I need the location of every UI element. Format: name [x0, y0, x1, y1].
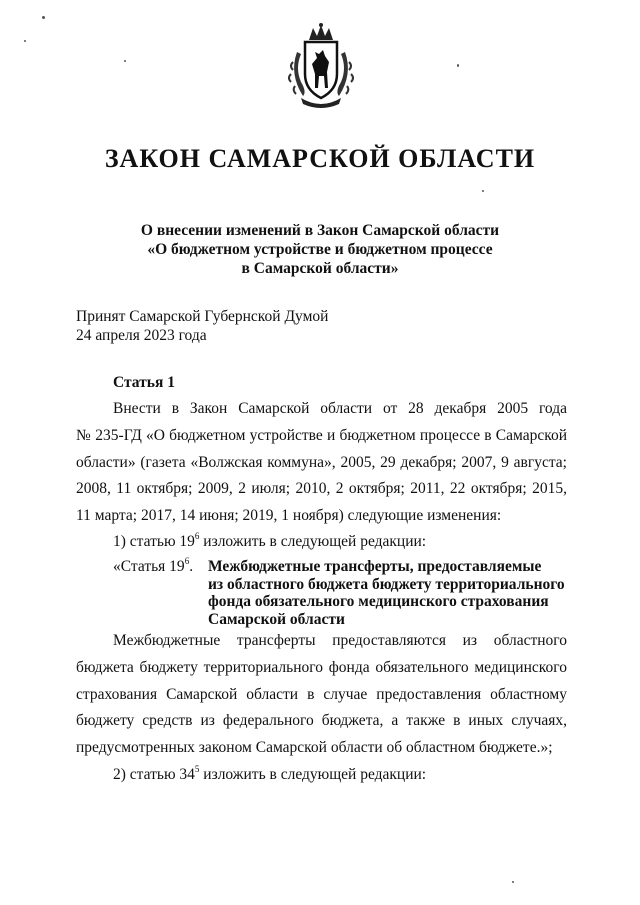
- coat-of-arms-emblem: [285, 22, 357, 108]
- item-text: 2) статью 34: [113, 766, 195, 783]
- paragraph-line: бюджета бюджету территориального фонда обязательного медицинского: [76, 658, 567, 676]
- scan-speck: [457, 64, 459, 67]
- title-line: из областного бюджета бюджету территориального: [208, 575, 565, 593]
- item-text: изложить в следующей редакции:: [199, 533, 427, 550]
- scan-speck: [24, 40, 26, 42]
- article-19-body: [76, 628, 567, 762]
- paragraph-line: № 235-ГД «О бюджетном устройстве и бюджетном процессе в Самарской: [76, 426, 567, 444]
- label-superscript: 6: [184, 555, 190, 566]
- amendment-item-2: [113, 763, 427, 784]
- paragraph-line: области» (газета «Волжская коммуна», 2005, 29 декабря; 2007, 9 августа;: [76, 453, 567, 471]
- adoption-info: [76, 307, 328, 345]
- subtitle-line: в Самарской области»: [241, 260, 399, 277]
- item-text: изложить в следующей редакции:: [199, 766, 427, 783]
- paragraph-line: предусмотренных законом Самарской области об областном бюджете.»;: [76, 739, 553, 757]
- law-title: ЗАКОН САМАРСКОЙ ОБЛАСТИ: [104, 144, 536, 173]
- article-heading: Статья 1: [113, 374, 175, 391]
- article-19-label: [113, 555, 194, 576]
- paragraph-line: Межбюджетные трансферты предоставляются из областного: [113, 632, 567, 649]
- label-text: .: [189, 558, 194, 575]
- scan-speck: [482, 190, 484, 192]
- title-line: Самарской области: [208, 610, 345, 628]
- scan-speck: [512, 881, 514, 883]
- paragraph-line: бюджету средств из федерального бюджета, а также в иных случаях,: [76, 712, 567, 730]
- title-line: Межбюджетные трансферты, предоставляемые: [208, 558, 542, 575]
- item-text: 1) статью 19: [113, 533, 195, 550]
- intro-paragraph: [76, 396, 567, 530]
- label-text: «Статья 19: [113, 558, 185, 575]
- scan-speck: [124, 60, 126, 62]
- paragraph-line: страхования Самарской области в случае предоставления областному: [76, 685, 567, 703]
- paragraph-line: 11 марта; 2017, 14 июня; 2019, 1 ноября) следующие изменения:: [76, 507, 502, 525]
- adopted-by: Принят Самарской Губернской Думой: [76, 308, 329, 325]
- amendment-item-1: [113, 530, 427, 551]
- paragraph-line: Внести в Закон Самарской области от 28 декабря 2005 года: [113, 400, 567, 417]
- item-superscript: 6: [194, 530, 200, 541]
- title-line: фонда обязательного медицинского страхования: [208, 593, 549, 610]
- scan-speck: [42, 16, 45, 19]
- subtitle-line: «О бюджетном устройстве и бюджетном процессе: [147, 241, 493, 258]
- article-19-title: [208, 558, 588, 628]
- law-subtitle: [0, 221, 640, 278]
- subtitle-line: О внесении изменений в Закон Самарской области: [140, 222, 500, 239]
- adoption-date: 24 апреля 2023 года: [76, 327, 207, 344]
- paragraph-line: 2008, 11 октября; 2009, 2 июля; 2010, 2 октября; 2011, 22 октября; 2015,: [76, 480, 567, 498]
- item-superscript: 5: [194, 763, 200, 774]
